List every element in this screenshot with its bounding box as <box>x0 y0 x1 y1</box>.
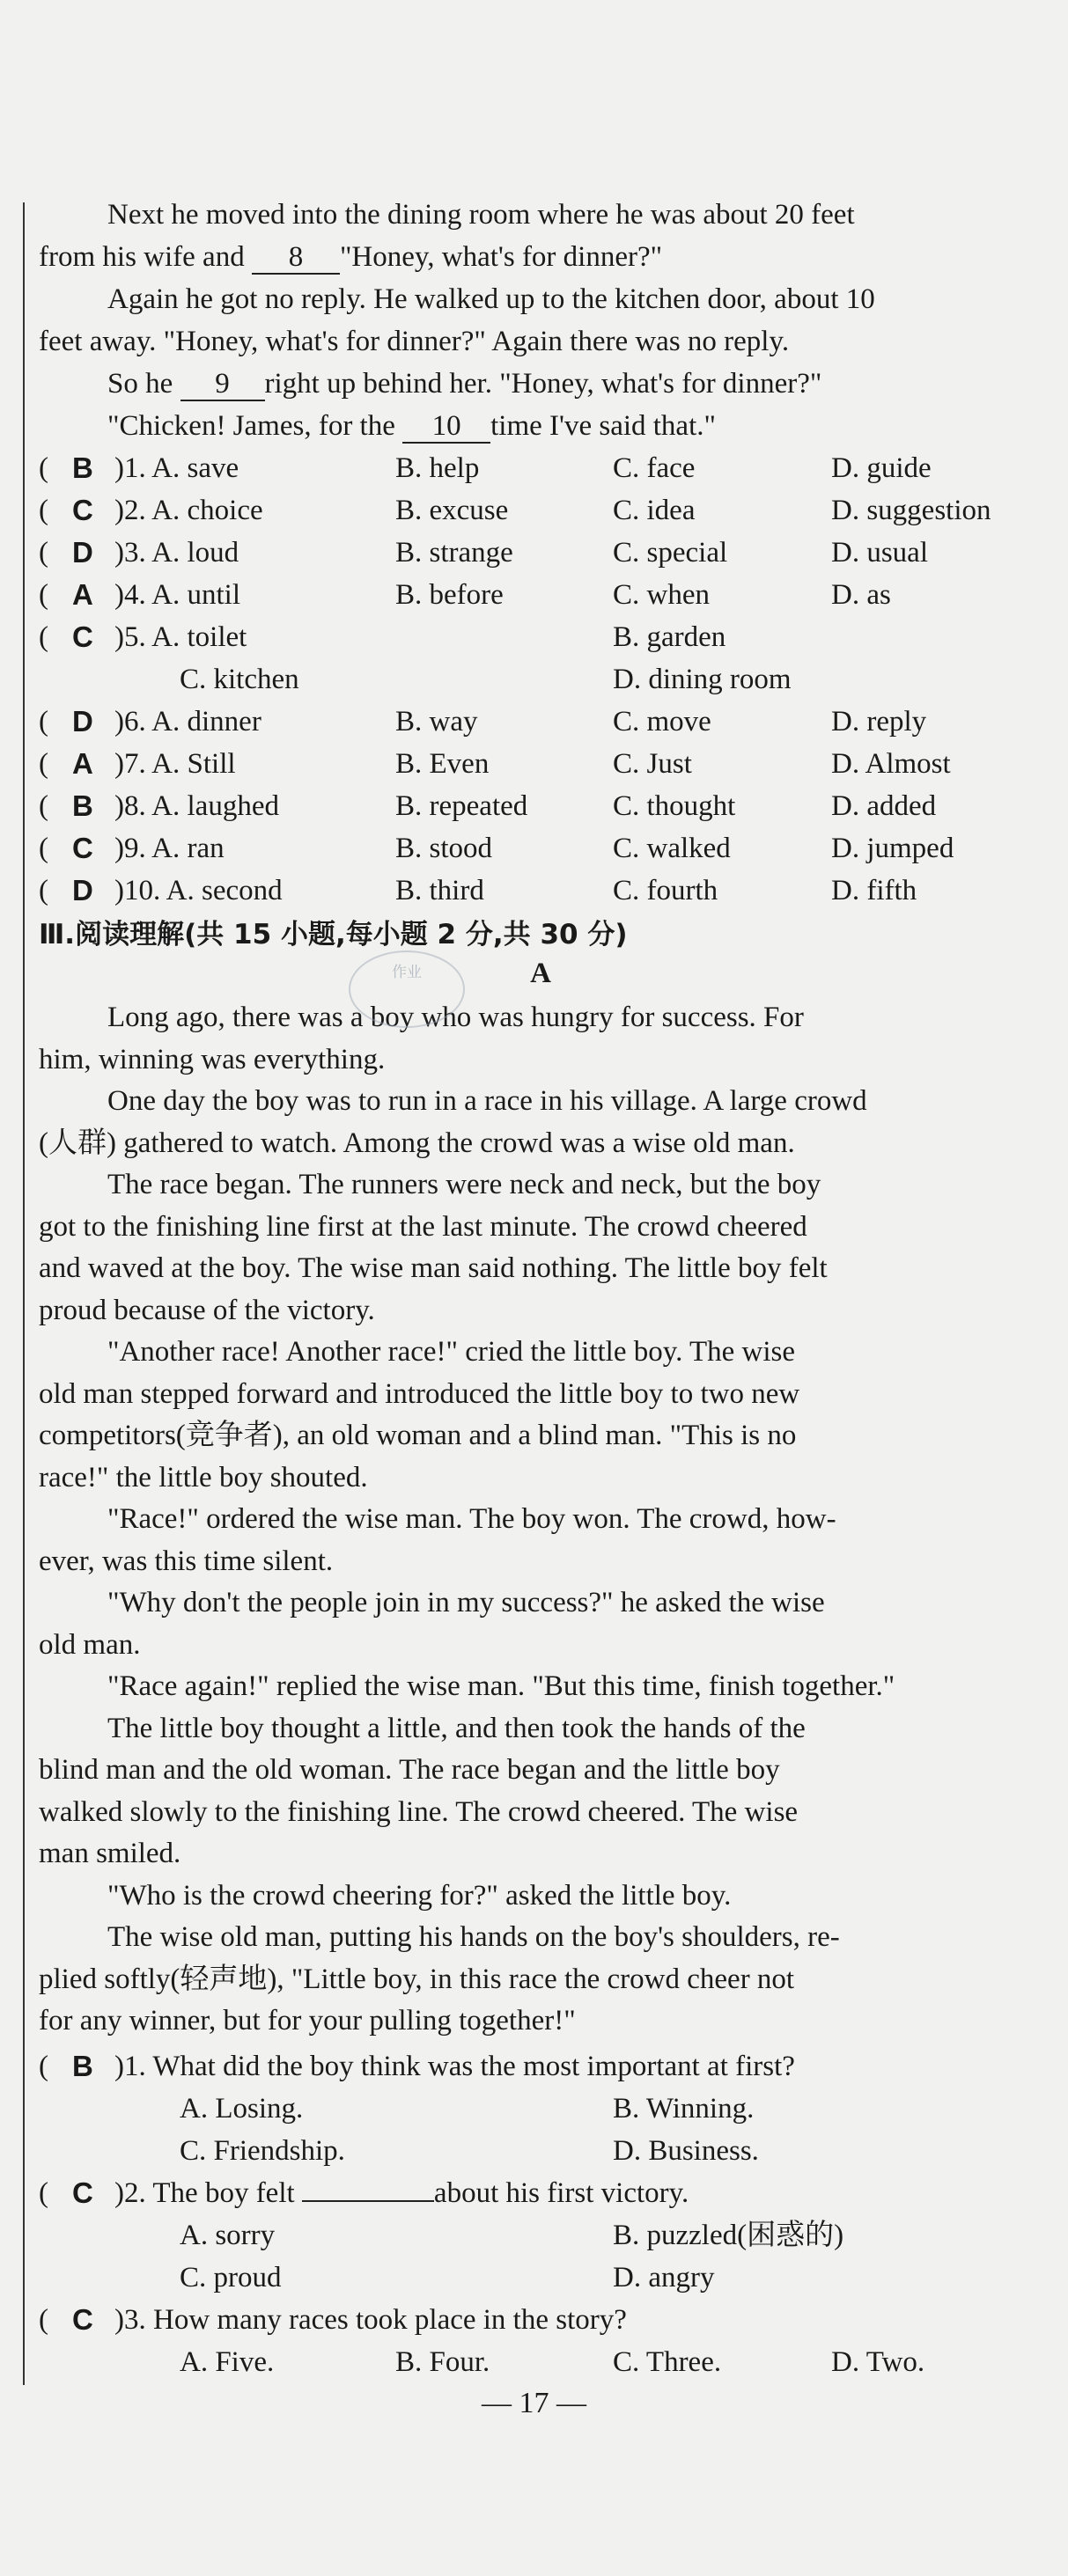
paren-open: ( <box>39 875 48 906</box>
passage-line: competitors(竞争者), an old woman and a blind man. "This is no <box>39 1420 797 1451</box>
option-c: C. face <box>613 452 696 484</box>
page-number: — 17 — <box>482 2387 586 2419</box>
story-text: "Chicken! James, for the <box>107 410 403 442</box>
option-d: D. added <box>831 790 937 822</box>
paren-open: ( <box>39 452 48 484</box>
passage-line: him, winning was everything. <box>39 1043 386 1075</box>
story-text: from his wife and <box>39 241 252 273</box>
passage-line: blind man and the old woman. The race began and the little boy <box>39 1754 780 1786</box>
story-text: time I've said that." <box>490 410 716 442</box>
option-b: B. excuse <box>395 495 509 526</box>
passage-line: "Who is the crowd cheering for?" asked the little boy. <box>107 1879 732 1912</box>
story-line <box>39 238 1042 276</box>
option-c: C. thought <box>613 790 736 822</box>
passage-line: and waved at the boy. The wise man said nothing. The little boy felt <box>39 1252 828 1284</box>
option-d: D. jumped <box>831 833 954 864</box>
stem-text: )2. The boy felt <box>114 2177 302 2209</box>
passage-line: old man. <box>39 1628 141 1661</box>
passage-line: The race began. The runners were neck and neck, but the boy <box>107 1169 821 1200</box>
answer-mark: C <box>72 2176 93 2209</box>
answer-mark: B <box>72 451 93 484</box>
option-a: )4. A. until <box>114 579 241 611</box>
passage-line: proud because of the victory. <box>39 1294 375 1326</box>
option-c: C. proud <box>180 2262 282 2293</box>
option-d: D. Two. <box>831 2346 925 2378</box>
passage-line: walked slowly to the finishing line. The crowd cheered. The wise <box>39 1795 799 1828</box>
option-d: D. angry <box>613 2262 715 2293</box>
passage-line: got to the finishing line first at the last minute. The crowd cheered <box>39 1210 807 1243</box>
option-a: )9. A. ran <box>114 833 225 864</box>
answer-blank <box>302 2200 434 2202</box>
option-c: C. special <box>613 537 728 569</box>
option-b: B. strange <box>395 537 513 569</box>
option-b: B. before <box>395 579 504 611</box>
passage-line: Long ago, there was a boy who was hungry for success. For <box>107 1002 804 1033</box>
option-b: B. stood <box>395 833 493 864</box>
paren-open: ( <box>39 579 48 611</box>
question-stem: )3. How many races took place in the story? <box>114 2304 627 2336</box>
passage-line: man smiled. <box>39 1838 181 1869</box>
option-a: A. sorry <box>180 2220 276 2251</box>
passage-line: "Why don't the people join in my success?" he asked the wise <box>107 1587 825 1618</box>
option-a: A. Five. <box>180 2346 275 2378</box>
question-stem: )1. What did the boy think was the most important at first? <box>114 2051 795 2082</box>
option-b: B. way <box>395 706 478 738</box>
story-line <box>39 364 1068 403</box>
passage-line: "Race!" ordered the wise man. The boy won. The crowd, how- <box>107 1503 836 1535</box>
passage-line: The little boy thought a little, and then took the hands of the <box>107 1712 806 1744</box>
blank-9: 9 <box>180 368 265 401</box>
option-d: D. guide <box>831 452 932 484</box>
paren-open: ( <box>39 495 48 526</box>
option-a: )7. A. Still <box>114 748 236 780</box>
option-d: D. reply <box>831 706 927 738</box>
option-d: D. fifth <box>831 875 917 906</box>
answer-mark: D <box>72 536 93 569</box>
answer-mark: B <box>72 2050 93 2082</box>
option-c: D. dining room <box>613 664 792 695</box>
option-d: D. as <box>831 579 891 611</box>
passage-line: race!" the little boy shouted. <box>39 1461 368 1493</box>
story-text: right up behind her. "Honey, what's for dinner?" <box>264 368 822 400</box>
option-b: B. repeated <box>395 790 528 822</box>
passage-line: "Race again!" replied the wise man. "But this time, finish together." <box>107 1670 895 1702</box>
option-b: B. third <box>395 875 484 906</box>
answer-mark: A <box>72 578 93 611</box>
blank-10: 10 <box>402 410 490 444</box>
paren-open: ( <box>39 537 48 569</box>
option-a: )3. A. loud <box>114 537 239 569</box>
paren-open: ( <box>39 790 48 822</box>
story-line: feet away. "Honey, what's for dinner?" Again there was no reply. <box>39 326 790 357</box>
option-a: )10. A. second <box>114 875 283 906</box>
watermark-stamp <box>349 950 465 1028</box>
option-a: )1. A. save <box>114 452 239 484</box>
option-d: D. suggestion <box>831 495 991 526</box>
passage-line: The wise old man, putting his hands on the boy's shoulders, re- <box>107 1921 840 1953</box>
option-d: D. Almost <box>831 748 951 780</box>
stamp-text: 作业 <box>392 964 422 981</box>
paren-open: ( <box>39 833 48 864</box>
answer-mark: D <box>72 705 93 738</box>
margin-rule <box>23 202 25 2385</box>
answer-mark: C <box>72 832 93 864</box>
paren-open: ( <box>39 2051 48 2082</box>
option-d: D. Business. <box>613 2135 759 2167</box>
option-c: C. fourth <box>613 875 718 906</box>
option-b: B. Four. <box>395 2346 490 2378</box>
answer-mark: C <box>72 494 93 526</box>
option-c: C. Just <box>613 748 692 780</box>
option-a: A. Losing. <box>180 2093 304 2125</box>
option-c: C. Three. <box>613 2346 722 2378</box>
option-c: C. when <box>613 579 710 611</box>
option-b: B. Winning. <box>613 2093 755 2125</box>
answer-mark: C <box>72 2303 93 2336</box>
story-line: Again he got no reply. He walked up to the kitchen door, about 10 <box>107 283 875 315</box>
story-text: So he <box>107 368 180 400</box>
option-c: C. walked <box>613 833 731 864</box>
passage-line: (人群) gathered to watch. Among the crowd was a wise old man. <box>39 1127 795 1159</box>
passage-line: ever, was this time silent. <box>39 1545 334 1577</box>
passage-line: old man stepped forward and introduced the little boy to two new <box>39 1377 800 1410</box>
option-c: C. Friendship. <box>180 2135 345 2167</box>
question-stem <box>114 2174 689 2213</box>
section-title: Ⅲ.阅读理解(共 15 小题,每小题 2 分,共 30 分) <box>39 919 628 950</box>
passage-line: One day the boy was to run in a race in his village. A large crowd <box>107 1085 867 1117</box>
blank-8: 8 <box>252 241 340 275</box>
answer-mark: B <box>72 789 93 822</box>
passage-line: for any winner, but for your pulling together!" <box>39 2005 576 2037</box>
option-a: )2. A. choice <box>114 495 263 526</box>
option-c: B. garden <box>613 621 726 653</box>
passage-line: "Another race! Another race!" cried the little boy. The wise <box>107 1336 796 1368</box>
option-b: B. help <box>395 452 480 484</box>
answer-mark: D <box>72 874 93 906</box>
stem-text: about his first victory. <box>433 2177 689 2209</box>
story-line: Next he moved into the dining room where he was about 20 feet <box>107 199 855 231</box>
passage-line: plied softly(轻声地), "Little boy, in this race the crowd cheer not <box>39 1963 795 1995</box>
option-b: B. puzzled(困惑的) <box>613 2220 844 2251</box>
option-a: )6. A. dinner <box>114 706 261 738</box>
option-c: C. idea <box>613 495 696 526</box>
option-a: )8. A. laughed <box>114 790 279 822</box>
answer-mark: C <box>72 620 93 653</box>
option-a: C. kitchen <box>180 664 299 695</box>
option-b: B. Even <box>395 748 490 780</box>
paren-open: ( <box>39 2304 48 2336</box>
paren-open: ( <box>39 2177 48 2209</box>
paren-open: ( <box>39 748 48 780</box>
paren-open: ( <box>39 621 48 653</box>
paren-open: ( <box>39 706 48 738</box>
option-a: )5. A. toilet <box>114 621 247 653</box>
option-d: D. usual <box>831 537 928 569</box>
story-line <box>39 407 1068 445</box>
option-c: C. move <box>613 706 711 738</box>
answer-mark: A <box>72 747 93 780</box>
story-text: "Honey, what's for dinner?" <box>339 241 663 273</box>
passage-label: A <box>530 958 551 989</box>
